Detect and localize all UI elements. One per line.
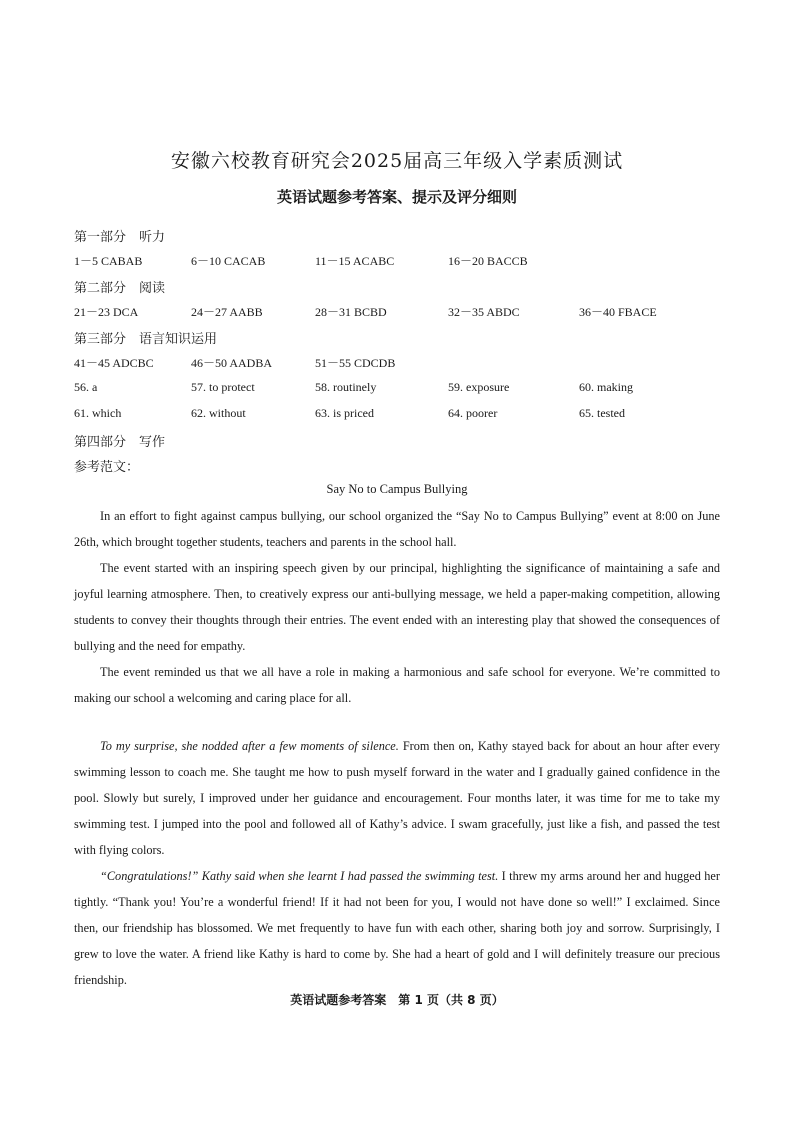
answer-item: 36－40 FBACE [579,305,657,319]
paragraph-body: I threw my arms around her and hugged her tightly. “Thank you! You’re a wonderful friend! If it had not been for you, I would not have done so well!” I exclaimed. Since then, our friendship has blossomed. We met frequently to have fun with each other, sharing both joy and sorrow. Surprisingly, I grew to love the water. A friend like Kathy is hard to come by. She had a heart of gold and I will definitely treasure our precious friendship. [74,869,720,987]
page-subtitle: 英语试题参考答案、提示及评分细则 [276,188,517,206]
given-opening-sentence: To my surprise, she nodded after a few moments of silence. [100,739,399,753]
page-title: 安徽六校教育研究会2025届高三年级入学素质测试 [170,150,624,172]
section-heading-reading: 第二部分 阅读 [74,281,166,296]
sample-essay-label: 参考范文： [74,460,140,475]
section-heading-listening: 第一部分 听力 [74,230,166,245]
continuation-paragraph [74,733,720,863]
answer-row-reading [74,303,754,321]
essay-title: Say No to Campus Bullying [326,482,468,496]
essay-paragraph: The event reminded us that we all have a role in making a harmonious and safe school for everyone. We’re committed to making our school a welcoming and caring place for all. [74,665,720,705]
answer-row-listening [74,252,754,270]
answer-item: 11－15 ACABC [315,254,395,268]
answer-item: 46－50 AADBA [191,356,273,370]
answer-item: 28－31 BCBD [315,305,387,319]
answer-item: 59. exposure [448,380,510,394]
answer-item: 21－23 DCA [74,305,139,319]
answer-item: 41－45 ADCBC [74,356,154,370]
answer-item: 64. poorer [448,406,498,420]
answer-item: 57. to protect [191,380,255,394]
answer-item: 16－20 BACCB [448,254,528,268]
answer-item: 60. making [579,380,633,394]
answer-row-grammar-2 [74,406,754,424]
page-footer: 英语试题参考答案 第 1 页（共 8 页） [290,993,504,1007]
answer-item: 58. routinely [315,380,377,394]
section-heading-writing: 第四部分 写作 [74,435,166,450]
section-heading-language: 第三部分 语言知识运用 [74,332,218,347]
answer-item: 62. without [191,406,246,420]
answer-row-grammar-1 [74,380,754,398]
answer-row-cloze [74,354,754,372]
essay-paragraph: In an effort to fight against campus bullying, our school organized the “Say No to Campus Bullying” event at 8:00 on June 26th, which brought together students, teachers and parents in the school hall. [74,509,720,549]
continuation-paragraph [74,863,720,993]
essay-paragraph: The event started with an inspiring speech given by our principal, highlighting the significance of maintaining a safe and joyful learning atmosphere. Then, to creatively express our anti-bullying message, we held a paper-making competition, allowing students to convey their thoughts through their entries. The event ended with an interesting play that showed the consequences of bullying and the need for empathy. [74,561,720,653]
answer-item: 6－10 CACAB [191,254,266,268]
answer-item: 65. tested [579,406,625,420]
answer-item: 1－5 CABAB [74,254,143,268]
answer-item: 24－27 AABB [191,305,263,319]
answer-item: 56. a [74,380,98,394]
paragraph-body: From then on, Kathy stayed back for about an hour after every swimming lesson to coach me. She taught me how to push myself forward in the water and I gradually gained confidence in the pool. Slowly but surely, I improved under her guidance and encouragement. Four months later, it was time for me to take my swimming test. I jumped into the pool and followed all of Kathy’s advice. I swam gracefully, just like a fish, and passed the test with flying colors. [74,739,720,857]
answer-item: 61. which [74,406,122,420]
answer-item: 63. is priced [315,406,374,420]
given-opening-sentence: “Congratulations!” Kathy said when she learnt I had passed the swimming test. [100,869,499,883]
answer-item: 32－35 ABDC [448,305,520,319]
answer-item: 51－55 CDCDB [315,356,396,370]
